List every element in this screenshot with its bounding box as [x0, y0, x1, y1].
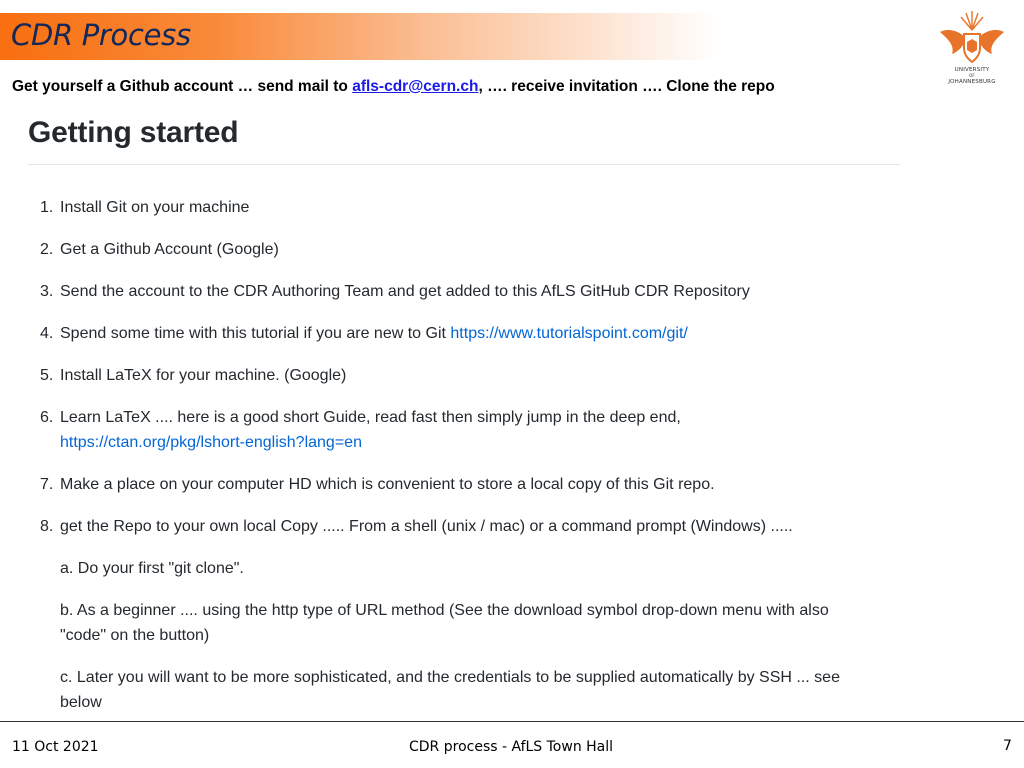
step-text: Learn LaTeX .... here is a good short Guide, read fast then simply jump in the deep end,: [60, 409, 681, 426]
substep-text-cont: below: [60, 694, 102, 711]
steps-list: [28, 195, 900, 539]
getting-started-panel: [28, 108, 900, 715]
university-crest-icon: [938, 8, 1006, 66]
substep-text: b. As a beginner .... using the http type of URL method (See the download symbol drop-down menu with also: [60, 602, 829, 619]
step-text: Install Git on your machine: [60, 199, 250, 216]
step-text: Make a place on your computer HD which is convenient to store a local copy of this Git repo.: [60, 476, 715, 493]
footer-title: CDR process - AfLS Town Hall: [409, 739, 614, 755]
substep-text: a. Do your first "git clone".: [60, 560, 244, 577]
step-7: [28, 472, 900, 497]
page-number: 7: [1003, 738, 1012, 754]
step-number: 3.: [40, 283, 54, 300]
step-number: 6.: [40, 409, 54, 426]
step-text: Get a Github Account (Google): [60, 241, 279, 258]
step-4: [28, 321, 900, 346]
step-number: 5.: [40, 367, 54, 384]
substep-b: [28, 598, 900, 648]
step-number: 1.: [40, 199, 54, 216]
subtitle: [12, 78, 775, 96]
step-number: 4.: [40, 325, 54, 342]
slide-title: CDR Process: [11, 18, 191, 52]
email-link[interactable]: afls-cdr@cern.ch: [352, 78, 479, 95]
logo-line1: UNIVERSITY: [954, 67, 990, 73]
tutorial-link[interactable]: https://www.tutorialspoint.com/git/: [450, 325, 688, 342]
step-number: 7.: [40, 476, 54, 493]
logo-line2: OF: [969, 73, 975, 78]
getting-started-heading: Getting started: [28, 108, 900, 165]
step-2: [28, 237, 900, 262]
latex-guide-link[interactable]: https://ctan.org/pkg/lshort-english?lang=en: [60, 434, 362, 451]
step-8: [28, 514, 900, 539]
step-1: [28, 195, 900, 220]
step-text: get the Repo to your own local Copy ..... From a shell (unix / mac) or a command prompt (Windows) .....: [60, 518, 793, 535]
step-number: 2.: [40, 241, 54, 258]
substep-text-cont: "code" on the button): [60, 627, 210, 644]
footer-date: 11 Oct 2021: [12, 739, 99, 755]
subtitle-suffix: , …. receive invitation …. Clone the repo: [478, 78, 775, 95]
step-text: Install LaTeX for your machine. (Google): [60, 367, 347, 384]
step-number: 8.: [40, 518, 54, 535]
step-text: Send the account to the CDR Authoring Team and get added to this AfLS GitHub CDR Repository: [60, 283, 750, 300]
substep-c: [28, 665, 900, 715]
subtitle-prefix: Get yourself a Github account … send mail to: [12, 78, 353, 95]
logo-line3: JOHANNESBURG: [948, 79, 996, 85]
step-6: [28, 405, 900, 455]
substep-a: [28, 556, 900, 581]
step-5: [28, 363, 900, 388]
substep-text: c. Later you will want to be more sophisticated, and the credentials to be supplied automatically by SSH ... see: [60, 669, 840, 686]
university-logo: [922, 8, 1022, 92]
footer-divider: [0, 721, 1024, 722]
step-3: [28, 279, 900, 304]
step-text: Spend some time with this tutorial if you are new to Git: [60, 325, 451, 342]
